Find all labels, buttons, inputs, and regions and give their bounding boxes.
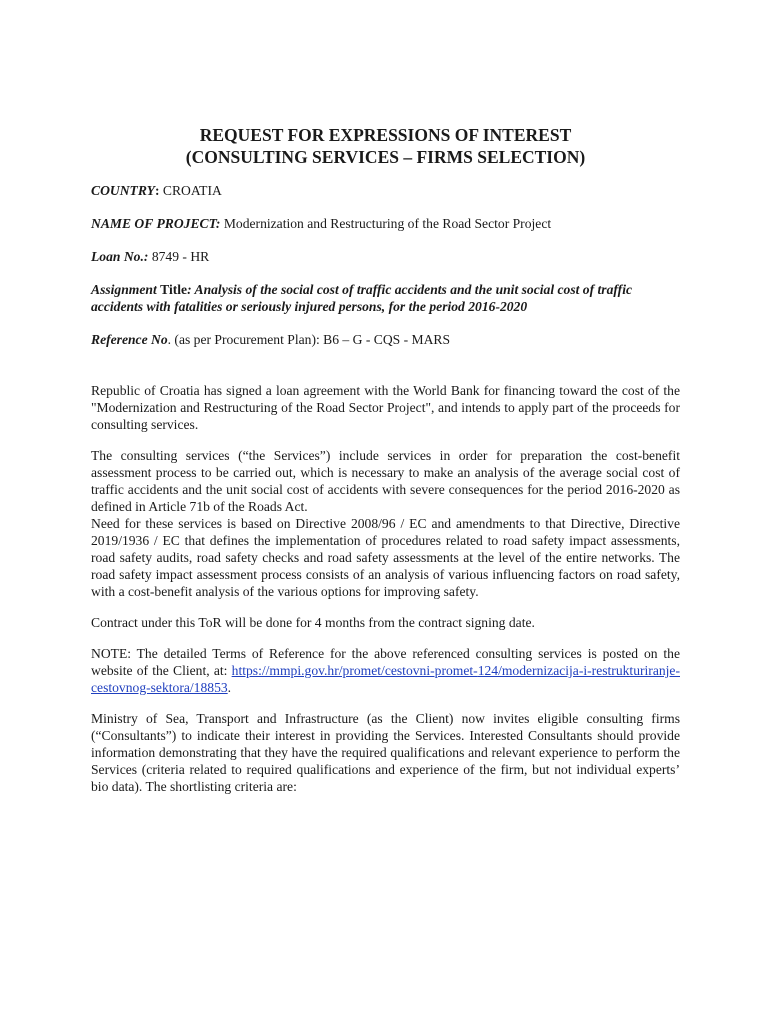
contract-paragraph: Contract under this ToR will be done for 4 months from the contract signing date. (91, 615, 535, 630)
note-prefix: NOTE: The detailed Terms of Reference for the above referenced consulting services is posted on the website of the Client, at: (91, 646, 680, 678)
intro-paragraph: Republic of Croatia has signed a loan agreement with the World Bank for financing toward the cost of the "Modernization and Restructuring of the Road Sector Project", and intends to apply part of the proceeds for consulting services. (91, 383, 680, 432)
title-line-2: (CONSULTING SERVICES – FIRMS SELECTION) (185, 147, 586, 167)
note-suffix: . (227, 680, 232, 695)
country-field (91, 182, 680, 199)
ministry-paragraph: Ministry of Sea, Transport and Infrastructure (as the Client) now invites eligible consulting firms (“Consultants”) to indicate their interest in providing the Services. Interested Consultants should provide information demonstrating that they have the required qualifications and relevant experience to perform the Services (criteria related to required qualifications and experience of the firm, but not individual experts’ bio data). The shortlisting criteria are: (91, 711, 680, 794)
loan-value: 8749 - HR (151, 249, 210, 264)
need-paragraph: Need for these services is based on Directive 2008/96 / EC and amendments to that Directive, Directive 2019/1936 / EC that defines the implementation of procedures related to road safety impact assessments, road safety audits, road safety checks and road safety assessments at the level of the entire networks. The road safety impact assessment process consists of an analysis of various influencing factors on road safety, with a cost-benefit analysis of the various options for improving safety. (91, 516, 680, 599)
assignment-label-italic: Assignment (91, 282, 157, 297)
loan-label: Loan No.: (91, 249, 149, 264)
document-page (91, 124, 680, 809)
reference-value: . (as per Procurement Plan): B6 – G - CQS - MARS (167, 332, 451, 347)
reference-field (91, 331, 680, 348)
link-part-1: https://mmpi.gov.hr/promet/cestovni-promet- (231, 663, 478, 678)
assignment-label-plain: Title (160, 282, 188, 297)
note-paragraph (91, 645, 680, 696)
reference-label: Reference No (91, 332, 168, 347)
loan-field (91, 248, 680, 265)
document-title (91, 124, 680, 168)
project-label: NAME OF PROJECT: (91, 216, 221, 231)
services-paragraph: The consulting services (“the Services”) include services in order for preparation the cost-benefit assessment process to be carried out, which is necessary to make an analysis of the average social cost of traffic accidents and the unit social cost of accidents with severe consequences for the period 2016-2020 as defined in Article 71b of the Roads Act. (91, 448, 680, 514)
section-spacer (91, 364, 680, 382)
assignment-field (91, 281, 680, 315)
link-part-2: 124/modernizacija-i-restrukturiranje-cestovnog-sektora/18853 (91, 663, 680, 695)
title-line-1: REQUEST FOR EXPRESSIONS OF INTEREST (199, 125, 572, 145)
project-field (91, 215, 680, 232)
country-value: CROATIA (162, 183, 222, 198)
project-value: Modernization and Restructuring of the Road Sector Project (223, 216, 552, 231)
country-colon: : (154, 183, 160, 198)
country-label: COUNTRY (91, 183, 155, 198)
assignment-value: : Analysis of the social cost of traffic accidents and the unit social cost of traffic accidents with fatalities or seriously injured persons, for the period 2016-2020 (91, 282, 633, 314)
